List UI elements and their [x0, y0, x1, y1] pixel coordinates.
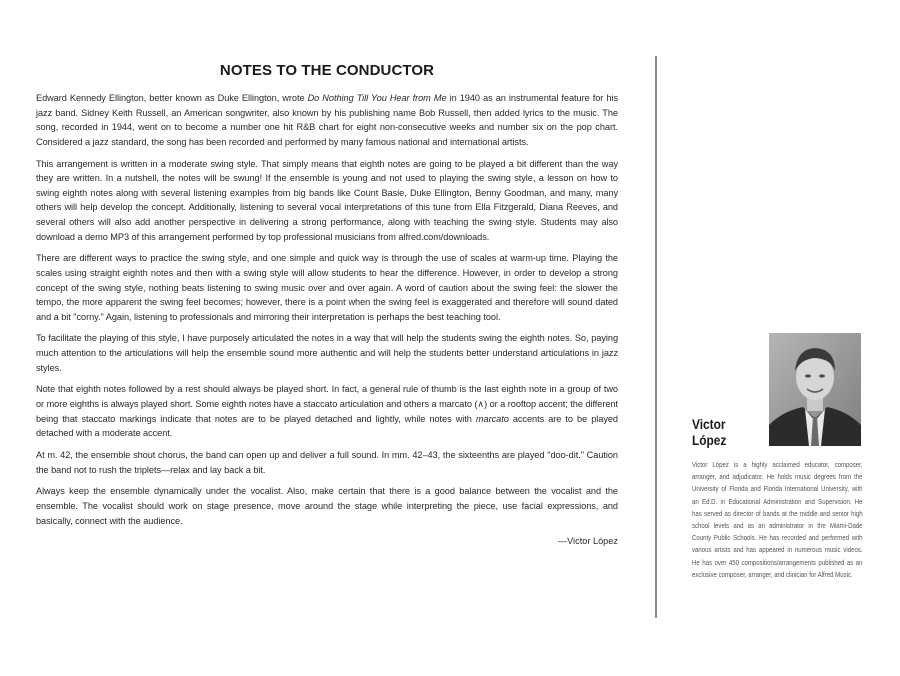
signature: —Victor López [557, 536, 618, 547]
author-first-name: Victor [692, 416, 726, 432]
author-last-name: López [692, 432, 727, 448]
paragraph-4: To facilitate the playing of this style, I have purposely articulated the notes in a way that will help the students swing the eighth notes. So, paying much attention to the articulations will help the ensemble sound more authentic and will help the students better understand articulations in jazz styles. [36, 333, 618, 373]
paragraph-3: There are different ways to practice the swing style, and one simple and quick way is through the use of scales at warm-up time. Playing the scales using straight eighth notes and then with a swing style will allow students to hear the difference. However, in order to develop a strong concept of the swing style, nothing beats listening to swing music over and over again. A word of caution about the swing feel: the slower the tempo, the more apparent the swing feel becomes; however, there is a point when the swing feel is exaggerated and therefore will sound dated and a bit "corny." Again, listening to professionals and mirroring their interpretation is perhaps the best teaching tool. [36, 253, 618, 322]
page-title: NOTES TO THE CONDUCTOR [219, 62, 435, 79]
marcato-italic: marcato [475, 413, 509, 424]
author-bio: Victor López is a highly acclaimed educator, composer, arranger, and adjudicator. He holds music degrees from the University of Florida and Florida International University, with an Ed.D. in Educational Administration and Supervision. He has served as director of bands at the middle and senior high school levels and as an administrator in the Miami-Dade County Public Schools. He has recorded and performed with various artists and has appeared in numerous music videos. He has over 450 compositions/arrangements published as an exclusive composer, arranger, and clinician for Alfred Music. [692, 460, 863, 579]
author-portrait-icon [769, 333, 861, 446]
paragraph-1-after: in 1940 as an instrumental feature for his jazz band. Sidney Keith Russell, an American songwriter, also known by his publishing name Bob Russell, then added lyrics to the music. The song, recorded in 1944, went on to become a number one hit R&B chart for eight non-consecutive weeks and number six on the pop chart. Considered a jazz standard, the song has been recorded and performed by many famous national and international artists. [36, 93, 618, 147]
song-title-italic: Do Nothing Till You Hear from Me [307, 93, 447, 103]
author-name [692, 416, 726, 448]
paragraph-6: At m. 42, the ensemble shout chorus, the band can open up and deliver a full sound. In mm. 42–43, the sixteenths are played "doo-dit." Caution the band not to rush the triplets—relax and lay back a bit. [36, 450, 618, 475]
paragraph-1 [36, 91, 618, 149]
paragraph-2: This arrangement is written in a moderate swing style. That simply means that eighth notes are going to be played a bit different than the way they are written. In a nutshell, the notes will be swung! If the ensemble is young and not used to playing the swing style, a lesson on how to swing eighth notes along with several listening examples from big bands like Count Basie, Duke Ellington, Benny Goodman, and many, many others will help develop the concept. Additionally, listening to several vocal interpretations of this tune from Ella Fitzgerald, Diana Reeves, and several others will also add another perspective in delivering a strong performance, along with teaching the swing style. Students may also download a demo MP3 of this arrangement performed by top professional musicians from alfred.com/downloads. [36, 158, 618, 242]
column-divider [655, 56, 657, 618]
paragraph-5-after: accents are to be played detached with a moderate accent. [36, 413, 618, 439]
paragraph-7: Always keep the ensemble dynamically under the vocalist. Also, make certain that there is a good balance between the vocalist and the ensemble. The vocalist should work on stage presence, move around the stage while interpreting the piece, use facial expressions, and basically, connect with the audience. [36, 486, 618, 526]
paragraph-1-before: Edward Kennedy Ellington, better known as Duke Ellington, wrote [36, 93, 308, 103]
paragraph-5-before: Note that eighth notes followed by a rest should always be played short. In fact, a general rule of thumb is the last eighth note in a group of two or more eighths is always played short. Some eighth notes have a staccato articulation and others a marcato (∧) or a rooftop accent; the different being that staccato markings indicate that notes are to be played detached and lightly, while notes with [36, 384, 618, 424]
notes-column [36, 62, 618, 546]
author-photo [769, 333, 861, 446]
paragraph-5 [36, 382, 618, 440]
